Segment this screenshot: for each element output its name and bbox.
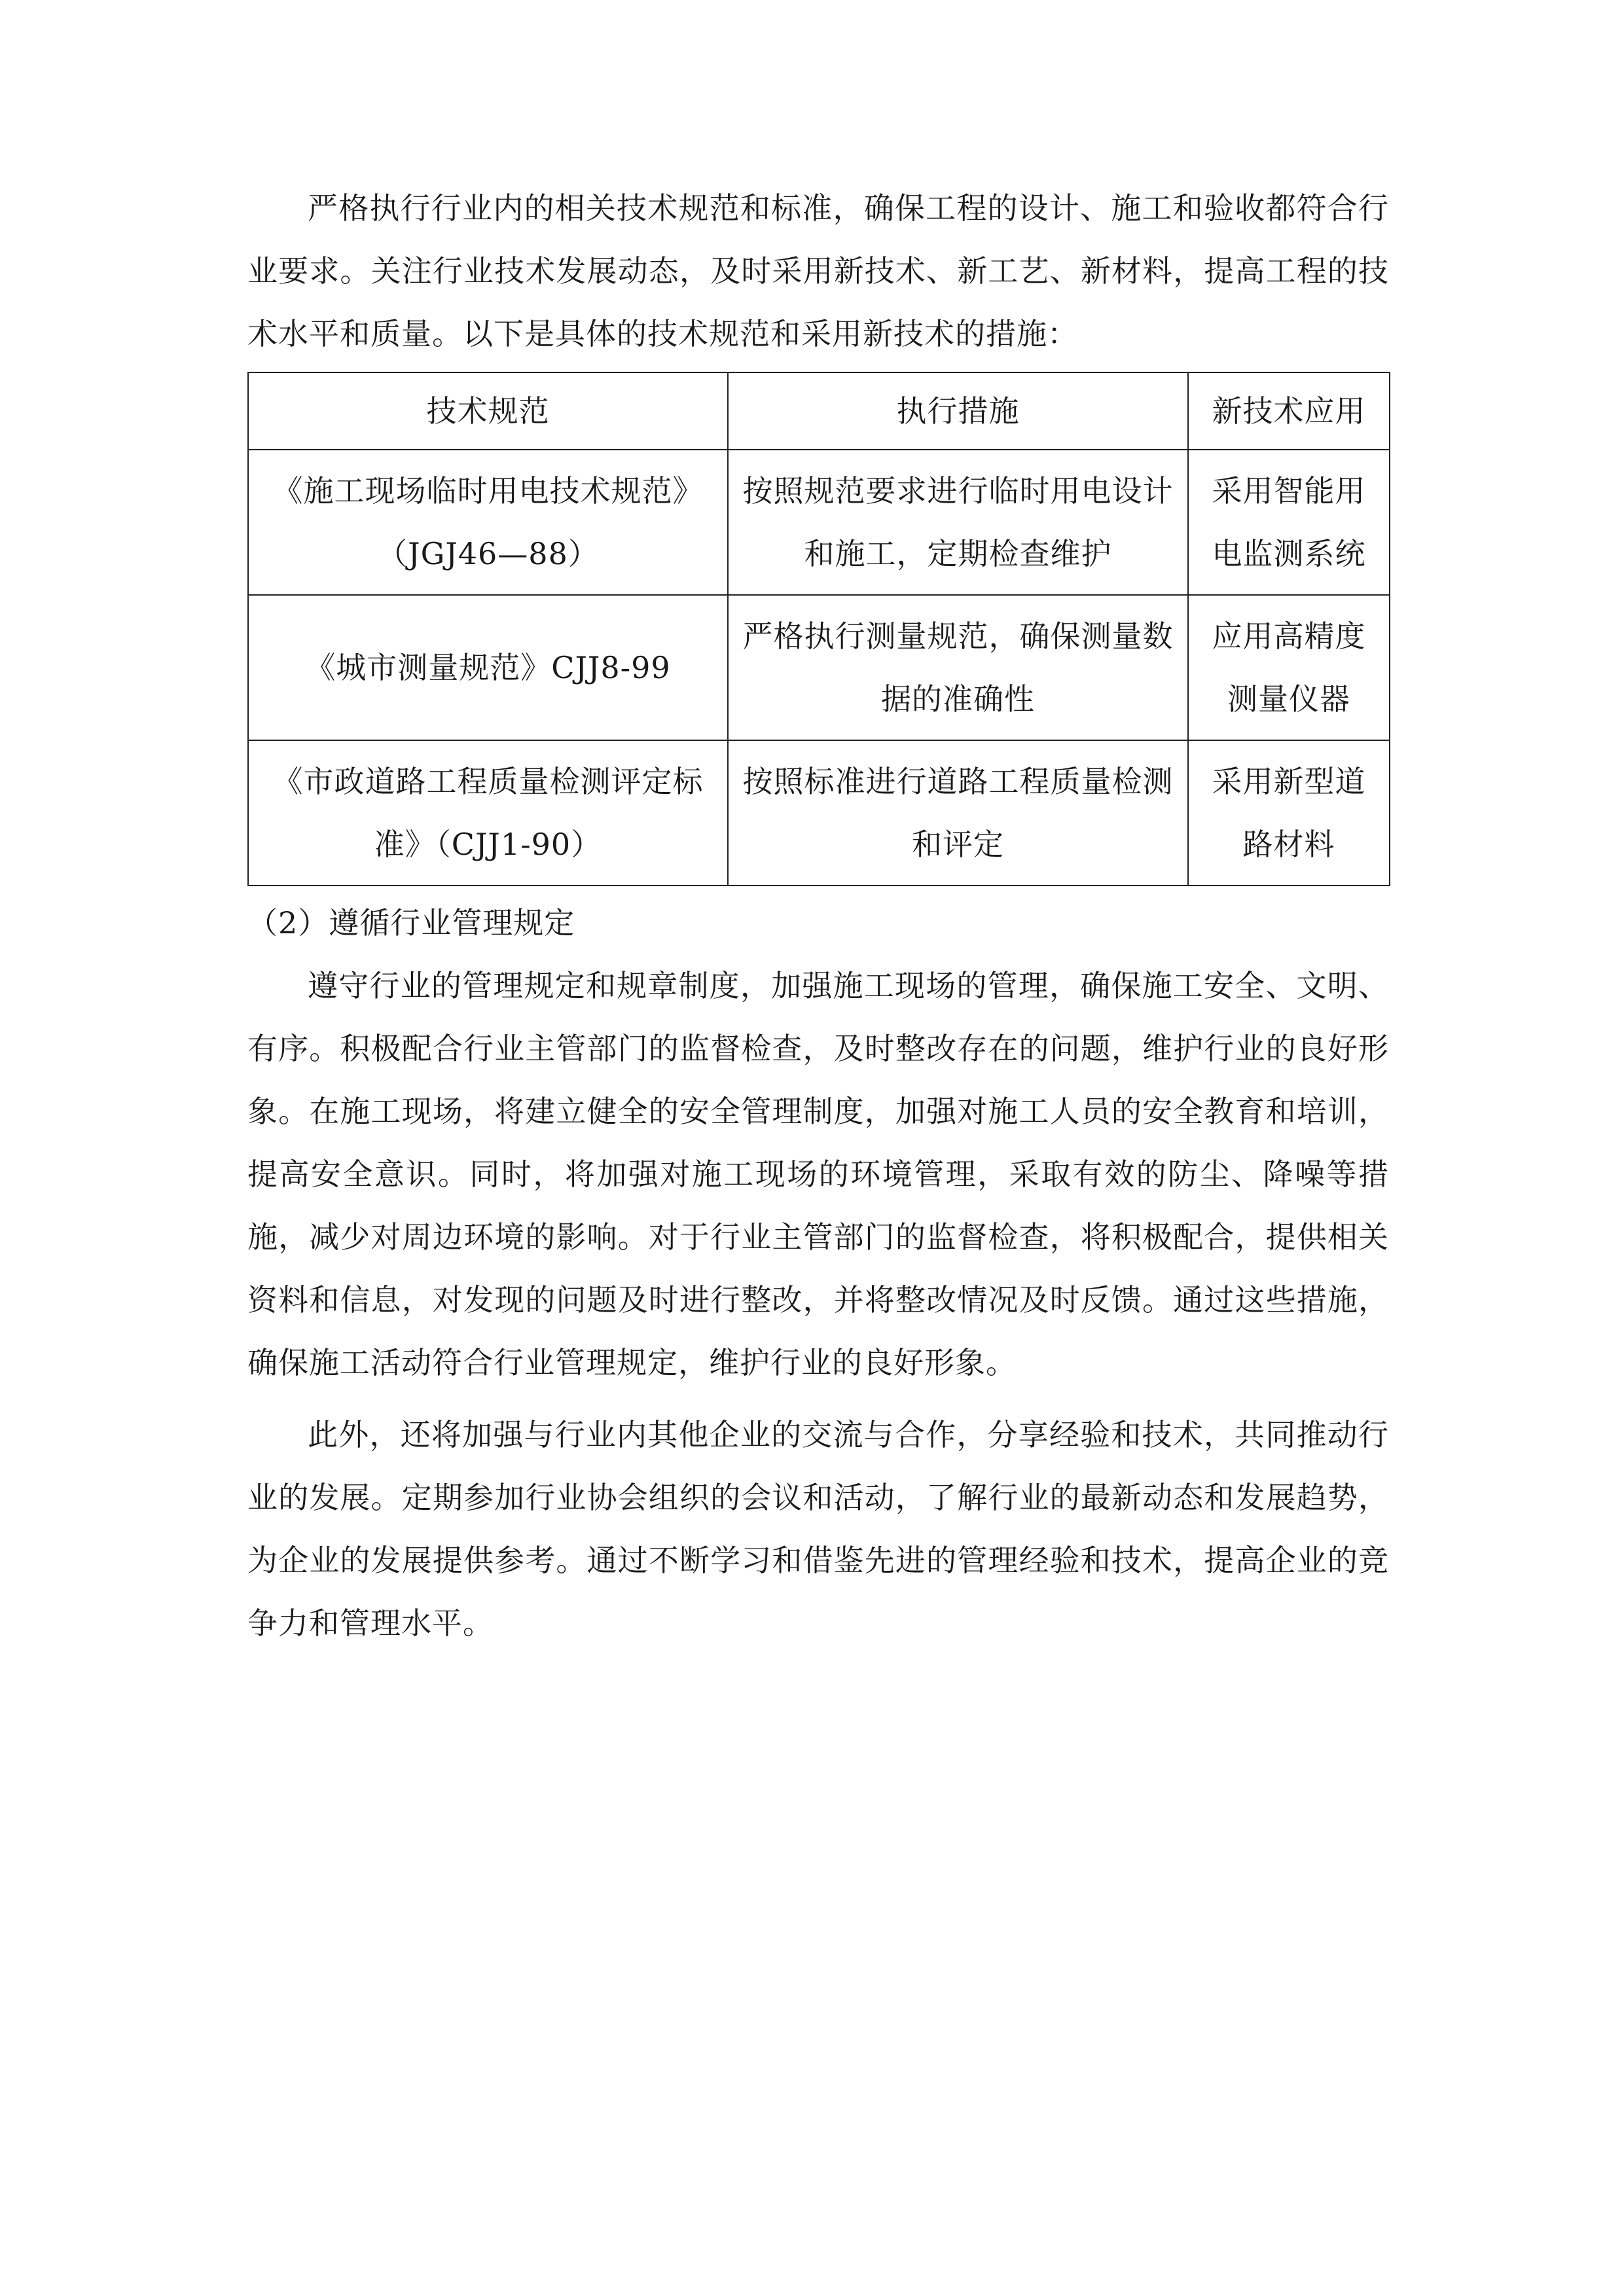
table-cell: 按照标准进行道路工程质量检测和评定	[728, 740, 1188, 886]
table-row	[248, 450, 1390, 595]
table-cell: 《施工现场临时用电技术规范》（JGJ46—88）	[248, 450, 728, 595]
technical-specs-table	[247, 372, 1390, 886]
table-cell: 《城市测量规范》CJJ8-99	[248, 595, 728, 740]
table-cell: 按照规范要求进行临时用电设计和施工，定期检查维护	[728, 450, 1188, 595]
table-cell: 应用高精度测量仪器	[1188, 595, 1390, 740]
table-header-row	[248, 372, 1390, 450]
table-cell: 采用智能用电监测系统	[1188, 450, 1390, 595]
table-row	[248, 595, 1390, 740]
header-cell: 执行措施	[728, 372, 1188, 450]
table-row	[248, 740, 1390, 886]
table-cell: 采用新型道路材料	[1188, 740, 1390, 886]
document-page	[247, 177, 1389, 1655]
header-cell: 技术规范	[248, 372, 728, 450]
closing-paragraph: 此外，还将加强与行业内其他企业的交流与合作，分享经验和技术，共同推动行业的发展。定期参加行业协会组织的会议和活动，了解行业的最新动态和发展趋势，为企业的发展提供参考。通过不断学习和借鉴先进的管理经验和技术，提高企业的竞争力和管理水平。	[247, 1417, 1389, 1641]
management-paragraph: 遵守行业的管理规定和规章制度，加强施工现场的管理，确保施工安全、文明、有序。积极配合行业主管部门的监督检查，及时整改存在的问题，维护行业的良好形象。在施工现场，将建立健全的安全管理制度，加强对施工人员的安全教育和培训，提高安全意识。同时，将加强对施工现场的环境管理，采取有效的防尘、降噪等措施，减少对周边环境的影响。对于行业主管部门的监督检查，将积极配合，提供相关资料和信息，对发现的问题及时进行整改，并将整改情况及时反馈。通过这些措施，确保施工活动符合行业管理规定，维护行业的良好形象。	[247, 968, 1389, 1380]
table-cell: 《市政道路工程质量检测评定标准》（CJJ1-90）	[248, 740, 728, 886]
section-heading: （2）遵循行业管理规定	[247, 905, 575, 941]
intro-paragraph: 严格执行行业内的相关技术规范和标准，确保工程的设计、施工和验收都符合行业要求。关注行业技术发展动态，及时采用新技术、新工艺、新材料，提高工程的技术水平和质量。以下是具体的技术规范和采用新技术的措施：	[247, 190, 1389, 351]
header-cell: 新技术应用	[1188, 372, 1390, 450]
table-cell: 严格执行测量规范，确保测量数据的准确性	[728, 595, 1188, 740]
